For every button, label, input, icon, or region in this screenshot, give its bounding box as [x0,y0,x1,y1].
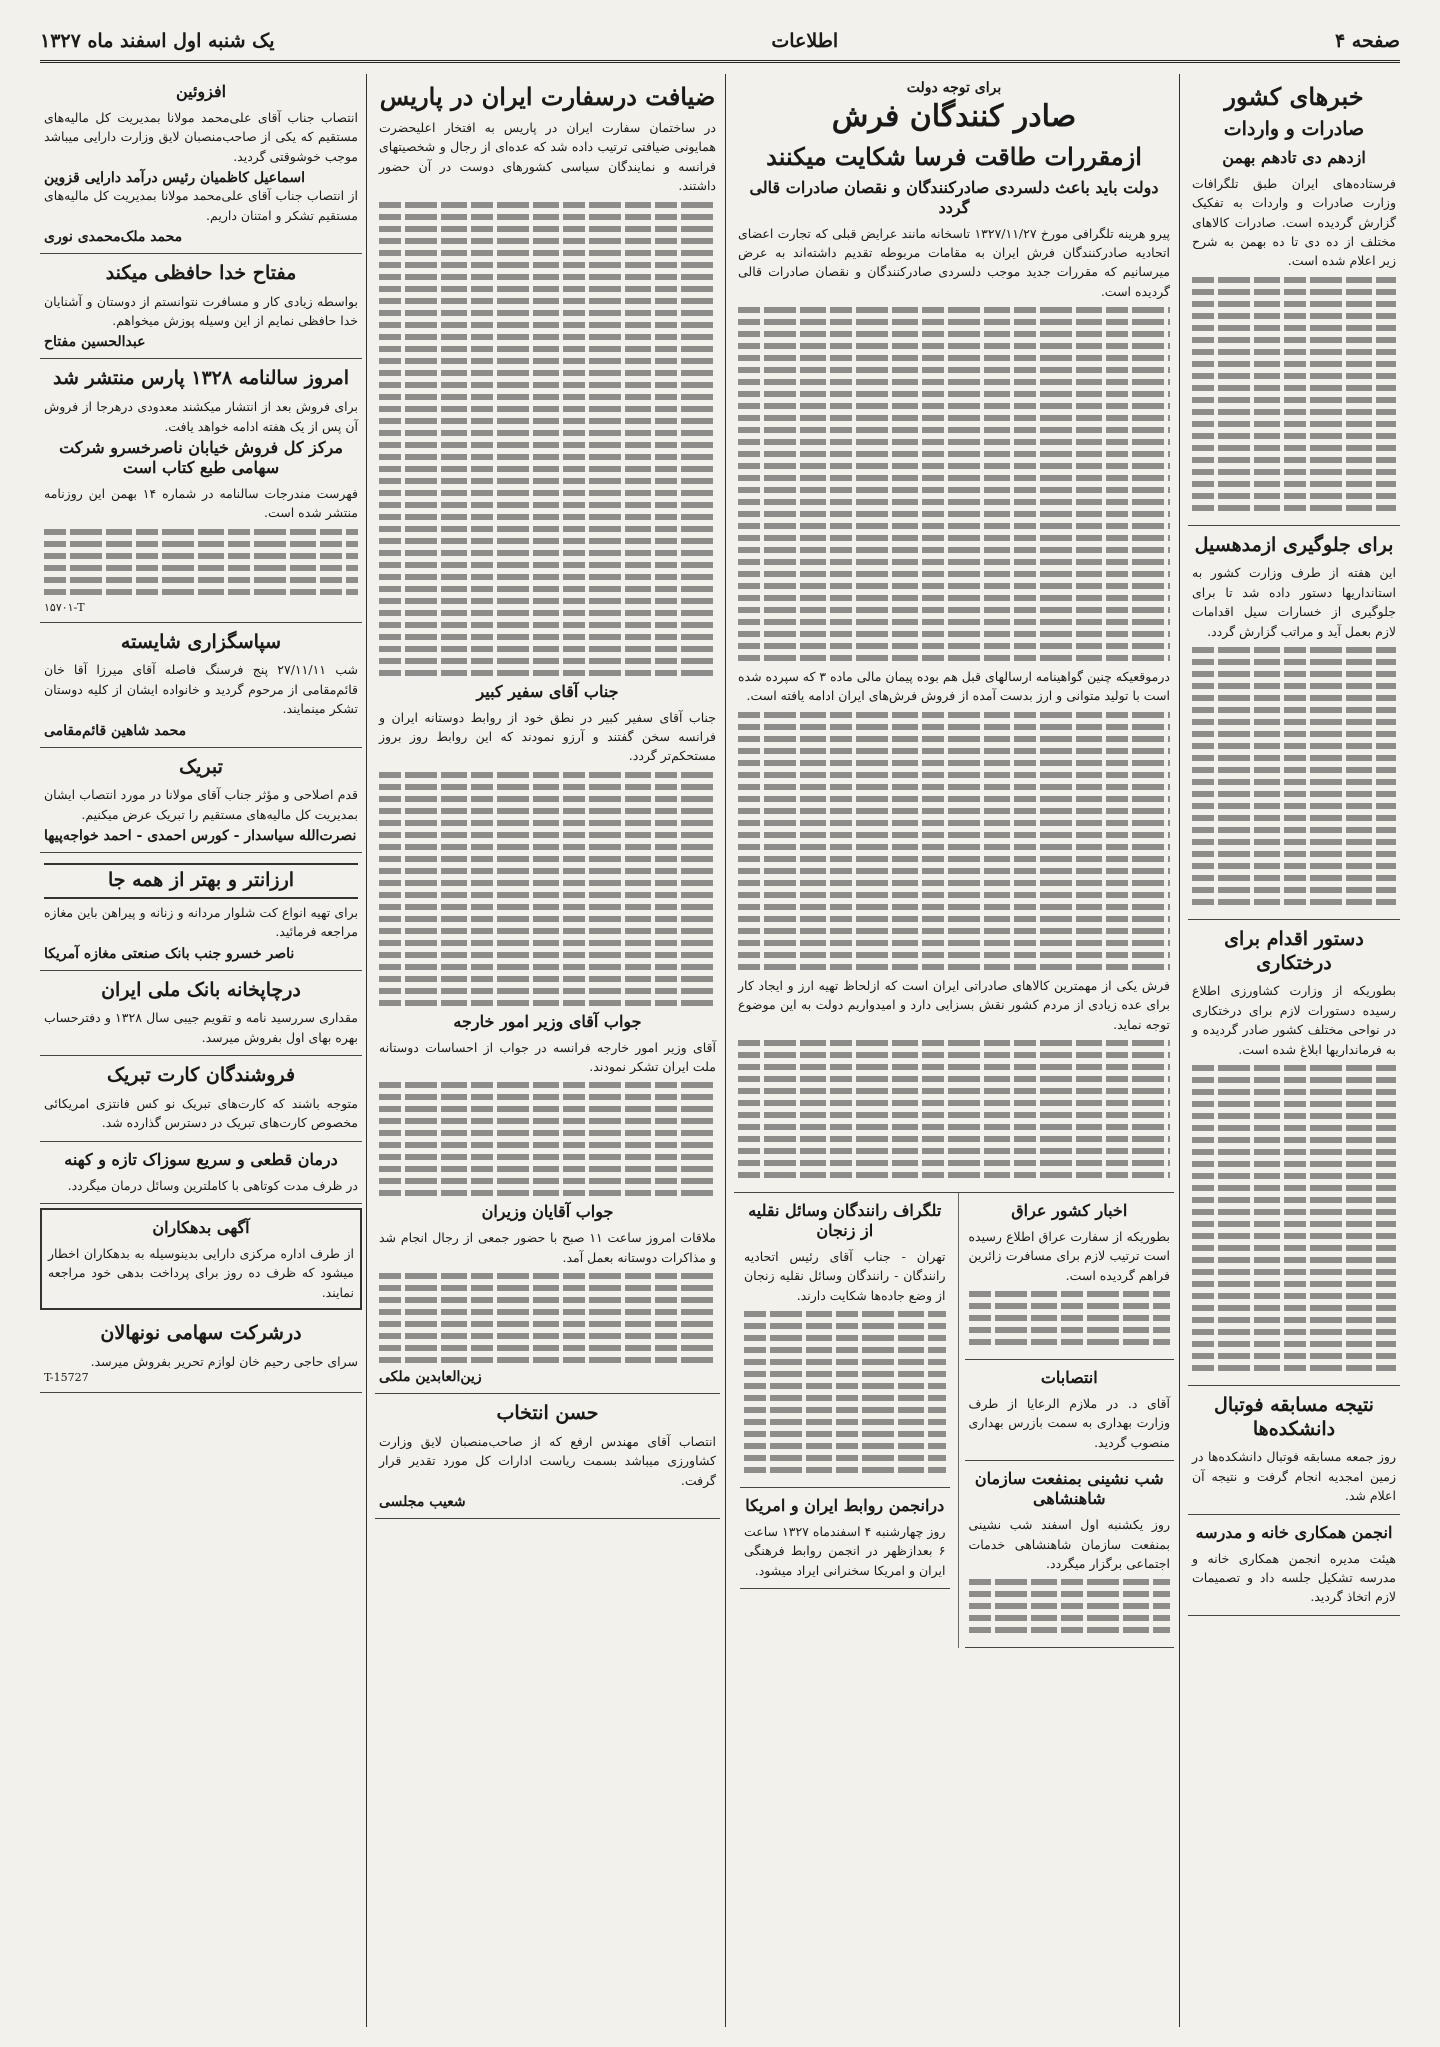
article-body: انتصاب جناب آقای علی‌محمد مولانا بمدیریت کل مالیه‌های مستقیم که یکی از صاحب‌منصبان لایق وزارت دارایی میباشد موجب خوشوقتی گردید. [44,110,358,164]
article-body: متوجه باشند که کارت‌های تبریک نو کس فانتزی امریکائی مخصوص کارت‌های تبریک در دسترس گذارده شد. [44,1095,358,1131]
headline: تبریک [179,755,223,778]
article-body: آقای د. در ملازم الرعایا از طرف وزارت بهداری به سمت بازرس بهداری منصوب گردید. [968,1396,1170,1450]
article-body: انتصاب آقای مهندس ارفع که از صاحب‌منصبان لایق وزارت کشاورزی میباشد بسمت ریاست ادارات کل مورد تقدیر قرار گرفت. [379,1433,716,1488]
text-lines [44,529,358,595]
sub-column-left [734,1193,950,1648]
headline: افزوئین [175,82,227,101]
column-carpet [725,74,1174,2027]
headline: حسن انتخاب [496,1402,599,1425]
headline: درشرکت سهامی نونهالان [100,1322,302,1344]
article-trade [1188,74,1400,526]
article-appointments [965,1360,1175,1461]
notice-qazvin [40,74,362,254]
ad-treatment [40,1142,362,1204]
headline: فروشندگان کارت تبریک [106,1064,296,1086]
column-paris [366,74,720,2027]
article-body: هیئت مدیره انجمن همکاری خانه و مدرسه تشکیل جلسه داد و تصمیمات لازم اتخاذ گردید. [1192,1550,1396,1605]
article-body: فرستاده‌های ایران طبق تلگرافات وزارت صادرات و واردات به تفکیک گزارش گردیده است. صادرات کالاهای مختلف از ده دی تا ده بهمن به شرح زیر اعلام شده است. [1192,175,1396,269]
newspaper-page [40,22,1400,2027]
article-football [1188,1386,1400,1515]
headline: انجمن همکاری خانه و مدرسه [1195,1522,1393,1542]
headline: جناب آقای سفیر کبیر [476,681,619,701]
headline: آگهی بدهکاران [152,1217,250,1237]
headline: مفتاح خدا حافظی میکند [105,261,297,284]
headline: ضیافت درسفارت ایران در پاریس [379,82,716,111]
article-body: بطوریکه از سفارت عراق اطلاع رسیده است ترتیب لازم برای مسافرت زائرین فراهم گردیده است. [968,1228,1170,1283]
text-lines [969,1579,1171,1633]
text-lines [379,202,716,676]
notice-congrats [40,748,362,854]
signature: محمد شاهین قائم‌مقامی [44,722,187,739]
signature: اسماعیل کاظمیان رئیس درآمد دارایی قزوین [44,170,306,187]
subheadline: دولت باید باعث دلسردی صادرکنندگان و نقصان صادرات قالی گردد [749,177,1159,217]
article-body: برای فروش بعد از انتشار میکشند معدودی درهرجا از فروش آن پس از یک هفته ادامه خواهد یافت. [44,399,358,434]
article-body: فرش یکی از مهمترین کالاهای صادراتی ایران است که ازلحاظ تهیه ارز و ایجاد کار برای عده زیادی از مردم کشور نقش بسزایی دارد و امیدواریم دولت به این موضوع توجه نماید. [738,977,1170,1032]
article-body: از طرف اداره مرکزی دارایی بدینوسیله به بدهکاران اخطار میشود که ظرف ده روز برای پرداخت بدهی خود مراجعه نمایند. [48,1245,354,1300]
headline: دستور اقدام برای درختکاری [1224,927,1364,974]
signature: محمد ملک‌محمدی نوری [44,228,183,245]
headline: انتصابات [1040,1368,1098,1387]
headline: مرکز کل فروش خیابان ناصرخسرو شرکت سهامی طبع کتاب است [59,437,343,477]
masthead [40,22,1400,63]
signature: نصرت‌الله سیاسدار - کورس احمدی - احمد خواجه‌پیها [44,828,357,844]
text-lines [379,772,716,1006]
text-lines [738,1040,1170,1178]
headline: نتیجه مسابقه فوتبال دانشکده‌ها [1214,1393,1374,1440]
article-iran-america [740,1488,950,1589]
ad-clothing [40,853,362,971]
article-body: سرای حاجی رحیم خان لوازم تحریر بفروش میرسد. [90,1353,358,1369]
article-body: ملاقات امروز ساعت ۱۱ صبح با حضور جمعی از رجال انجام شد و مذاکرات دوستانه بعمل آمد. [379,1230,717,1265]
issue-date: یک شنبه اول اسفند ماه ۱۳۲۷ [40,30,275,52]
text-lines [1192,1065,1396,1371]
headline: درانجمن روابط ایران و امریکا [745,1496,945,1515]
text-lines [379,1082,716,1196]
headline: جواب آقایان وزیران [481,1202,614,1222]
article-drivers [740,1193,950,1488]
article-body: جناب آقای سفیر کبیر در نطق خود از روابط دوستانه ایران و فرانسه سخن گفتند و آرزو نمودند که این روابط روز بروز مستحکم‌تر گردد. [379,709,716,764]
text-lines [744,1311,946,1473]
ad-bank-press [40,971,362,1057]
article-body: این هفته از طرف وزارت کشور به استانداریها دستور داده شد تا برای جلوگیری از خسارات سیل اقدامات لازم بعمل آید و مراتب گزارش گردد. [1192,565,1396,639]
text-lines [379,1273,716,1363]
text-lines [738,307,1170,661]
article-body: پیرو هرینه تلگرافی مورخ ۱۳۲۷/۱۱/۲۷ تاسخانه مانند عرایض قبلی که تجارت اعضای اتحادیه صادرکنندگان فرش ایران به مقامات مربوطه تقدیم داشته‌اند به عرض میرسانیم که مقررات جدید موجب دلسردی صادرکنندگان و نقصان صادرات قالی گردیده است. [738,225,1170,299]
headline: درمان قطعی و سریع سوزاک تازه و کهنه [64,1149,338,1169]
text-lines [969,1291,1171,1345]
column-notices [40,74,362,2027]
ad-reference: ۱۵۷۰۱-T [44,600,85,614]
signature: ناصر خسرو جنب بانک صنعتی مغازه آمریکا [44,945,295,962]
ad-nonahalan [40,1314,362,1393]
headline: خبرهای کشور [1224,82,1364,111]
article-carpet-exporters [734,74,1174,1193]
article-body: روز چهارشنبه ۴ اسفندماه ۱۳۲۷ ساعت ۶ بعدازظهر در انجمن روابط فرهنگی ایران و امریکا سخنرانی ایراد میشود. [744,1524,946,1578]
headline: ارزانتر و بهتر از همه جا [44,863,358,899]
article-good-choice [375,1394,720,1519]
headline: ازدهم دی تادهم بهمن [1222,147,1366,167]
article-party [965,1461,1175,1648]
text-lines [738,712,1170,970]
article-body: بطوریکه از وزارت کشاورزی اطلاع رسیده دستورات لازم برای درختکاری در نواحی مختلف کشور صادر گردیده و به فرمانداریها ابلاغ شده است. [1192,983,1396,1057]
signature: عبدالحسین مفتاح [44,334,146,351]
article-body: در ساختمان سفارت ایران در پاریس به افتخار اعلیحضرت همایونی ضیافتی ترتیب داده شد که عده‌ای از رجال و شخصیتهای فرانسه و نمایندگان سیاسی کشورهای دوست در آن حضور داشتند. [379,120,716,194]
notice-thanks [40,623,362,748]
headline: جواب آقای وزیر امور خارجه [453,1011,642,1031]
article-trees [1188,920,1400,1386]
article-body: از انتصاب جناب آقای علی‌محمد مولانا بمدیریت کل مالیه‌های مستقیم تشکر و امتنان داریم. [44,188,358,223]
headline: سپاسگزاری شایسته [120,630,282,653]
text-lines [1192,647,1396,905]
article-body: روز یکشنبه اول اسفند شب نشینی بمنفعت سازمان شاهنشاهی خدمات اجتماعی برگزار میگردد. [968,1517,1170,1571]
article-iraq [965,1193,1175,1360]
headline: ازمقررات طاقت فرسا شکایت میکنند [766,141,1142,171]
article-body: آقای وزیر امور خارجه فرانسه در جواب از احساسات دوستانه ملت ایران تشکر نمودند. [379,1039,716,1074]
headline: برای جلوگیری ازمدهسیل [1194,533,1394,556]
headline: درچاپخانه بانک ملی ایران [101,978,301,1001]
headline: امروز سالنامه ۱۳۲۸ پارس منتشر شد [53,367,349,390]
paper-name: اطلاعات [771,30,839,52]
page-number: صفحه ۴ [1334,30,1400,52]
article-flood [1188,526,1400,920]
headline: صادر کنندگان فرش [831,99,1077,134]
signature: زین‌العابدین ملکی [379,1369,482,1386]
article-body: فهرست مندرجات سالنامه در شماره ۱۴ بهمن این روزنامه منتشر شده است. [44,485,358,521]
article-body: روز جمعه مسابقه فوتبال دانشکده‌ها در زمین امجدیه انجام گرفت و نتیجه آن اعلام شد. [1192,1449,1396,1504]
ad-reference: T-15727 [44,1371,89,1385]
column-country-news [1179,74,1400,2027]
ad-cards [40,1056,362,1142]
text-lines [1192,277,1396,511]
article-body: شب ۲۷/۱۱/۱۱ پنج فرسنگ فاصله آقای میرزا آقا خان قائم‌مقامی از مرحوم گردید و خانواده ایشان از کلیه دوستان تشکر مینمایند. [44,662,358,717]
article-body: قدم اصلاحی و مؤثر جناب آقای مولانا در مورد انتصاب ایشان بمدیریت کل مالیه‌های مستقیم را تبریک عرض میکنیم. [44,787,358,822]
article-body: در ظرف مدت کوتاهی با کاملترین وسائل درمان میگردد. [67,1177,358,1193]
headline: تلگراف رانندگان وسائل نقلیه از زنجان [748,1200,942,1240]
notice-almanac [40,359,362,622]
article-body: برای تهیه انواع کت شلوار مردانه و زنانه و پیراهن باین مغازه مراجعه فرمائید. [44,904,359,940]
ad-debtors [40,1208,362,1310]
article-body: درموقعیکه چنین گواهینامه ارسالهای قبل هم بوده پیمان مالی ماده ۳ که سپرده شده است با تولید متوانی و ارز بدست آمده از فروش فرش‌های ایران ادامه یافته است. [738,669,1170,704]
headline: شب نشینی بمنفعت سازمان شاهنشاهی [974,1469,1164,1509]
article-body: بواسطه زیادی کار و مسافرت نتوانستم از دوستان و آشنایان خدا حافظی نمایم از این وسیله پوزش میخواهم. [44,293,358,328]
article-paris-embassy [375,74,720,1394]
signature: شعیب مجلسی [379,1494,466,1510]
kicker: برای توجه دولت [906,80,1002,96]
article-body: تهران - جناب آقای رئیس اتحادیه رانندگان - رانندگان وسائل نقلیه زنجان از وضع جاده‌ها شکایت دارند. [744,1248,946,1303]
bottom-split [734,1193,1174,1648]
sub-column-right [958,1193,1175,1648]
article-body: مقداری سررسید نامه و تقویم جیبی سال ۱۳۲۸ و دفترحساب بهره بهای اول بفروش میرسد. [44,1010,359,1045]
article-school [1188,1515,1400,1616]
headline: اخبار کشور عراق [1011,1200,1128,1220]
headline: صادرات و واردات [1223,118,1365,140]
notice-meftah [40,254,362,360]
